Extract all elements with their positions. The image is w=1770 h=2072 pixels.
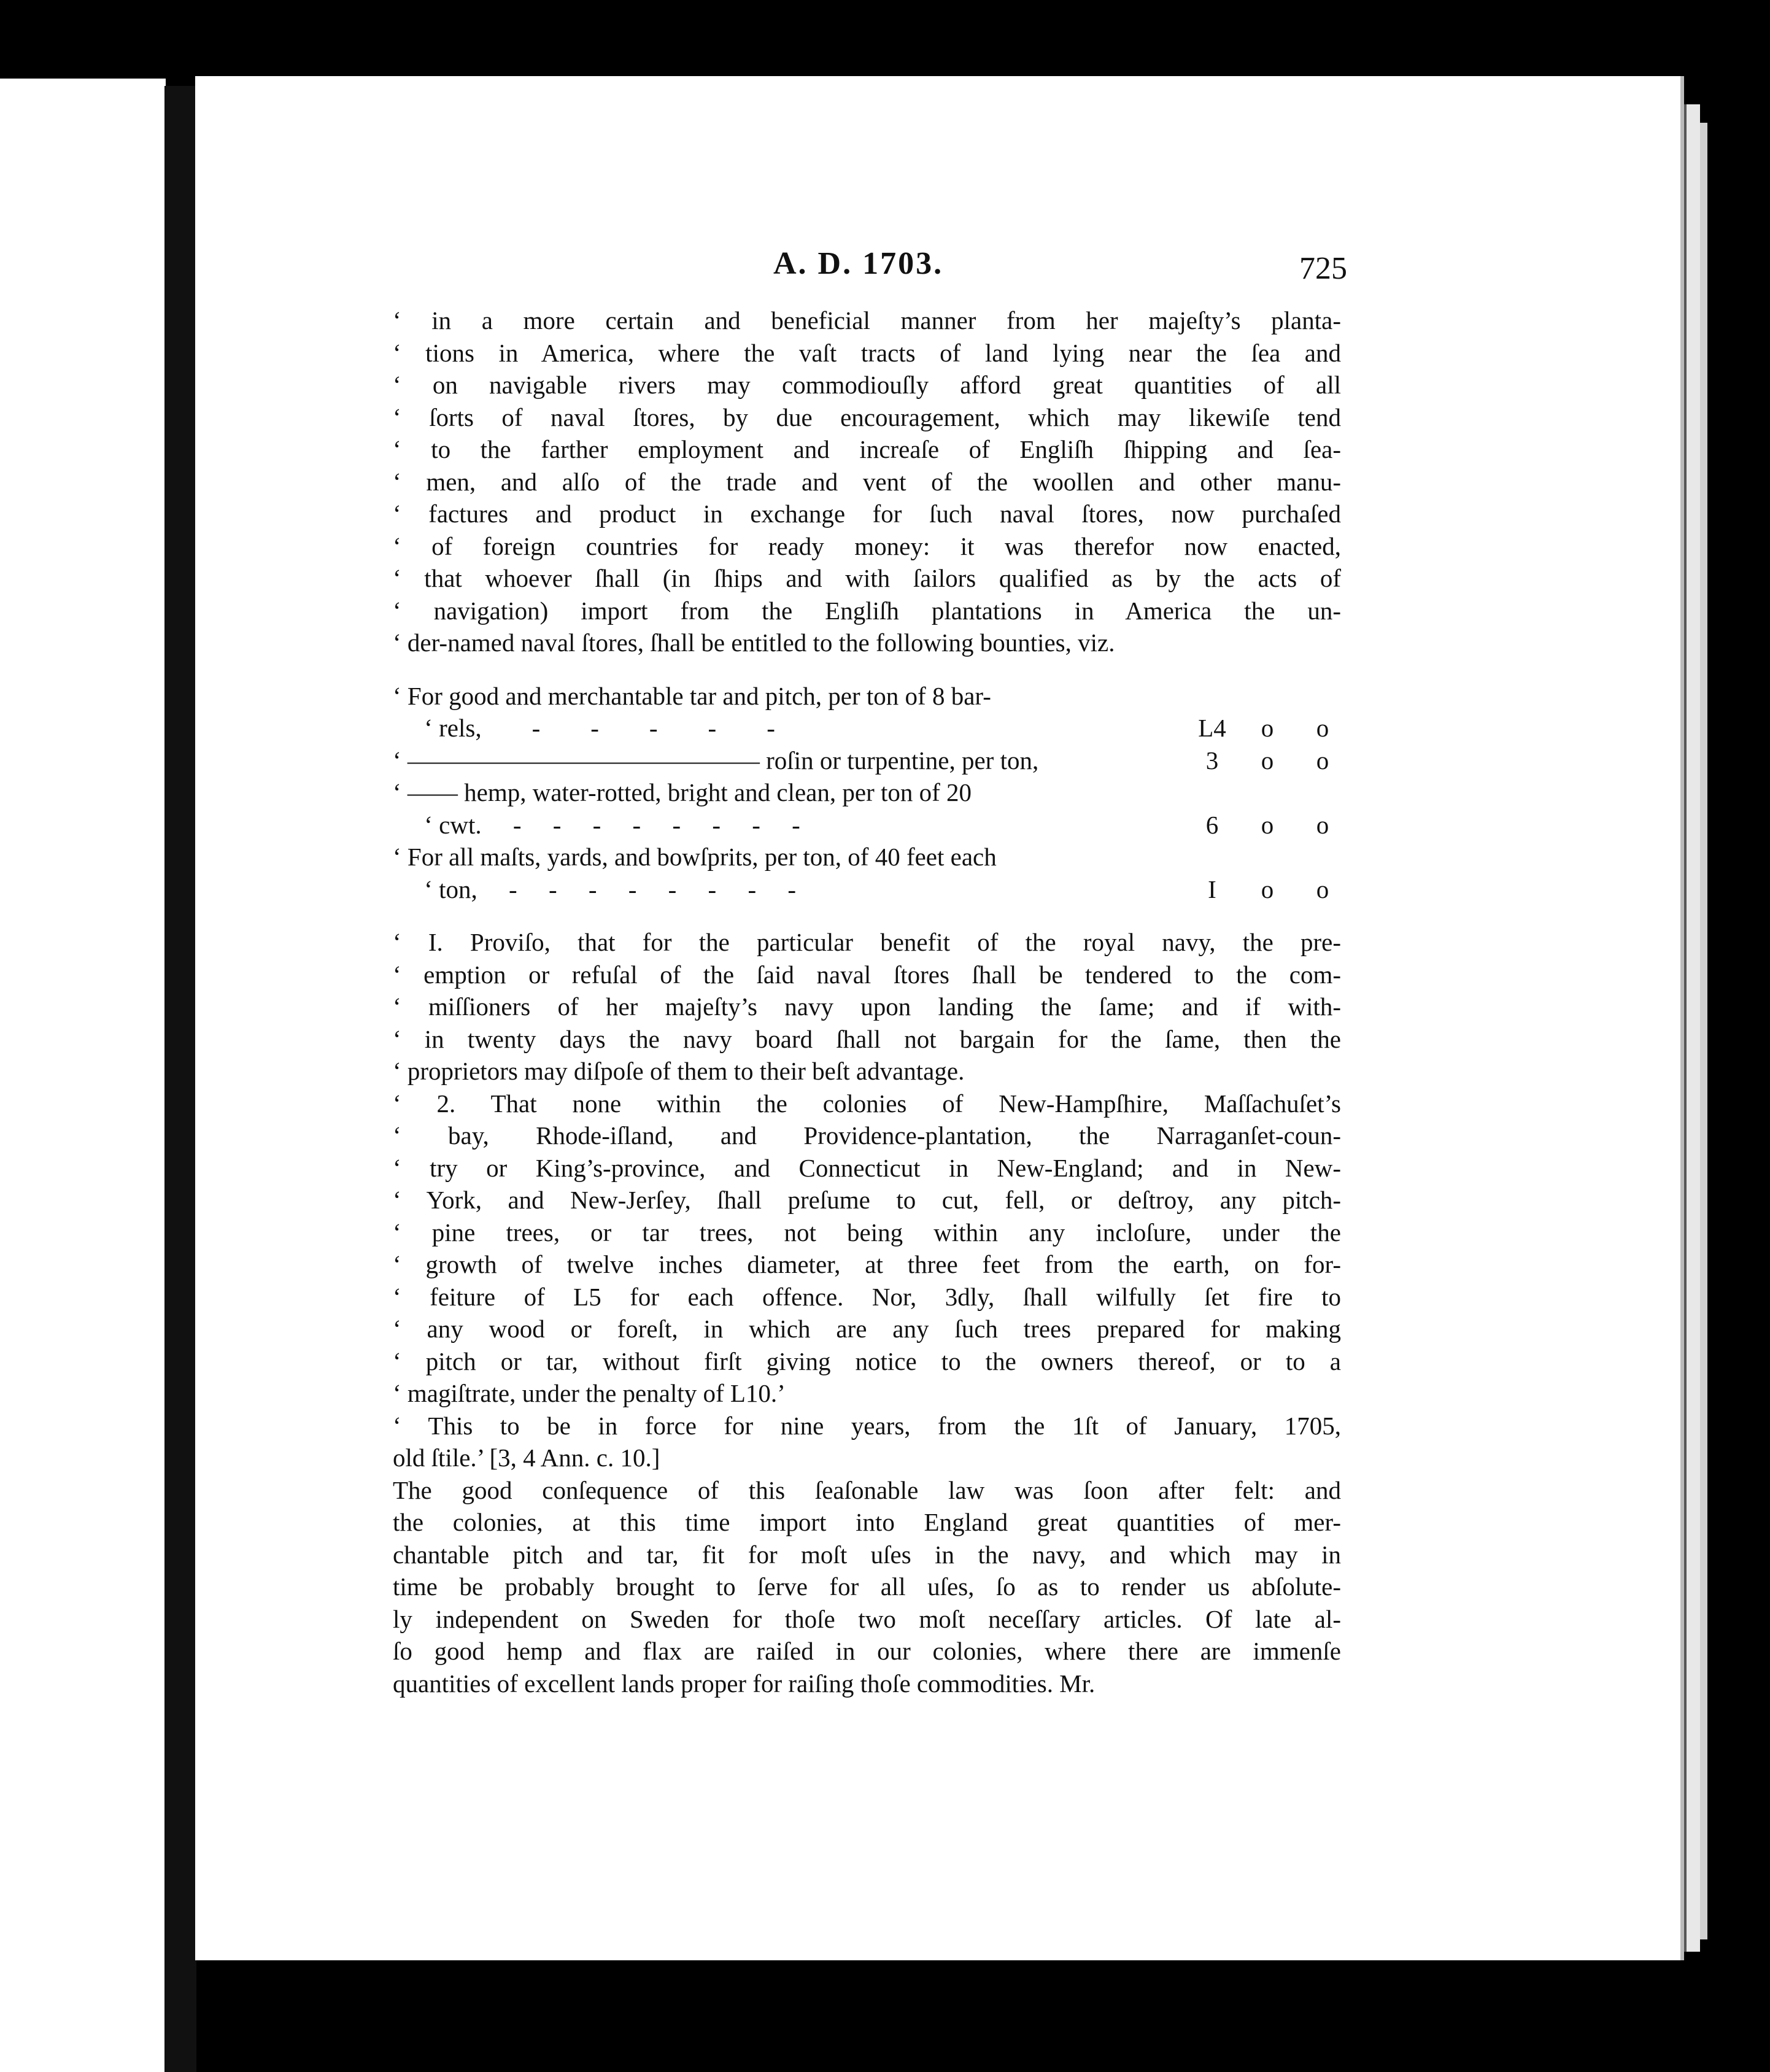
bounty-amount (1186, 680, 1341, 713)
amount-cell: o (1261, 810, 1274, 839)
amount-cell: o (1261, 714, 1274, 742)
bounty-description: ‘ For all maſts, yards, and bowſprits, per ton, of 40 feet each (393, 843, 997, 871)
text-line: ‘ proprietors may diſpoſe of them to their beſt advantage. (393, 1057, 965, 1085)
amount-cell: 6 (1205, 810, 1219, 839)
amount-cell: o (1261, 875, 1274, 903)
text-line: ‘ navigation) import from the Engliſh plantations in America the un- (393, 596, 1341, 625)
amount-cell (1249, 841, 1286, 873)
bounty-row (393, 680, 1341, 713)
text-line: ſo good hemp and flax are raiſed in our colonies, where there are immenſe (393, 1637, 1341, 1665)
text-line: ‘ in a more certain and beneficial manner from her majeſty’s planta- (393, 306, 1341, 334)
bounty-description: ‘ ton, - - - - - - - - (393, 875, 797, 903)
amount-cell (1304, 680, 1341, 713)
bounty-row (393, 776, 1341, 809)
page-text (393, 245, 1347, 1699)
bounty-table (393, 680, 1341, 906)
bounty-amount (1186, 776, 1341, 809)
amount-cell: o (1316, 810, 1329, 839)
text-line: ‘ on navigable rivers may commodiouſly afford great quantities of all (393, 371, 1341, 399)
text-line: ‘ bay, Rhode-iſland, and Providence-plantation, the Narraganſet-coun- (393, 1121, 1341, 1150)
amount-cell (1194, 776, 1231, 809)
text-line: ‘ 2. That none within the colonies of New-Hampſhire, Maſſachuſet’s (393, 1089, 1341, 1118)
bounty-row (393, 712, 1341, 744)
bounty-description: ‘ —— hemp, water-rotted, bright and clean, per ton of 20 (393, 778, 972, 806)
text-line: ‘ feiture of L5 for each offence. Nor, 3dly, ſhall wilfully ſet fire to (393, 1282, 1341, 1311)
text-line: ‘ pitch or tar, without firſt giving notice to the owners thereof, or to a (393, 1347, 1341, 1375)
bounty-row (393, 873, 1341, 906)
bounty-amount (1186, 744, 1341, 777)
text-line: ‘ to the farther employment and increaſe of Engliſh ſhipping and ſea- (393, 435, 1341, 463)
text-line: ‘ men, and alſo of the trade and vent of the woollen and other manu- (393, 467, 1341, 496)
page-number: 725 (1299, 251, 1347, 286)
bounty-amount (1186, 873, 1341, 906)
text-line: ‘ that whoever ſhall (in ſhips and with ſailors qualified as by the acts of (393, 564, 1341, 592)
text-line: ‘ der-named naval ſtores, ſhall be entitled to the following bounties, viz. (393, 628, 1115, 657)
amount-cell (1304, 841, 1341, 873)
left-page (0, 79, 166, 2072)
amount-cell (1194, 841, 1231, 873)
text-line: ‘ magiſtrate, under the penalty of L10.’ (393, 1379, 786, 1407)
text-line: time be probably brought to ſerve for all uſes, ſo as to render us abſolute- (393, 1572, 1341, 1601)
running-title: A. D. 1703. (773, 246, 944, 281)
text-line: chantable pitch and tar, fit for moſt uſes in the navy, and which may in (393, 1540, 1341, 1569)
running-header (393, 245, 1347, 304)
text-line: ‘ try or King’s-province, and Connecticut in New-England; and in New- (393, 1153, 1341, 1182)
amount-cell: o (1316, 714, 1329, 742)
text-line: ‘ emption or refuſal of the ſaid naval ſtores ſhall be tendered to the com- (393, 960, 1341, 989)
amount-cell: L4 (1198, 714, 1226, 742)
text-line: ‘ tions in America, where the vaſt tracts of land lying near the ſea and (393, 338, 1341, 367)
page-edge (1684, 104, 1700, 1952)
page-edge-inner (1700, 123, 1707, 1939)
text-line: quantities of excellent lands proper for raiſing thoſe commodities. Mr. (393, 1669, 1096, 1698)
text-line: ‘ any wood or foreſt, in which are any ſuch trees prepared for making (393, 1315, 1341, 1343)
amount-cell (1304, 776, 1341, 809)
text-line: ‘ I. Proviſo, that for the particular benefit of the royal navy, the pre- (393, 928, 1341, 956)
amount-cell: o (1261, 746, 1274, 775)
bounty-amount (1186, 712, 1341, 744)
bounty-description: ‘ For good and merchantable tar and pitch, per ton of 8 bar- (393, 681, 991, 710)
text-line: ‘ pine trees, or tar trees, not being within any incloſure, under the (393, 1218, 1341, 1247)
bounty-amount (1186, 809, 1341, 841)
text-line: the colonies, at this time import into England great quantities of mer- (393, 1508, 1341, 1536)
amount-cell (1194, 680, 1231, 713)
text-line: ‘ of foreign countries for ready money: it was therefor now enacted, (393, 532, 1341, 560)
amount-cell: o (1316, 746, 1329, 775)
text-line: old ſtile.’ [3, 4 Ann. c. 10.] (393, 1444, 660, 1472)
text-line: ‘ miſſioners of her majeſty’s navy upon landing the ſame; and if with- (393, 992, 1341, 1021)
text-line: ly independent on Sweden for thoſe two moſt neceſſary articles. Of late al- (393, 1604, 1341, 1633)
bounty-description: ‘ —————————————— roſin or turpentine, per ton, (393, 746, 1039, 775)
text-line: The good conſequence of this ſeaſonable law was ſoon after felt: and (393, 1475, 1341, 1504)
amount-cell: I (1208, 875, 1216, 903)
amount-cell: o (1316, 875, 1329, 903)
paragraph-intro (393, 304, 1341, 659)
text-line: ‘ in twenty days the navy board ſhall not bargain for the ſame, then the (393, 1024, 1341, 1053)
bounty-row (393, 841, 1341, 873)
bounty-description: ‘ cwt. - - - - - - - - (393, 810, 800, 839)
bounty-row (393, 744, 1341, 777)
paragraph-provisos (393, 926, 1341, 1699)
amount-cell: 3 (1205, 746, 1219, 775)
amount-cell (1249, 680, 1286, 713)
amount-cell (1249, 776, 1286, 809)
text-line: ‘ This to be in force for nine years, from the 1ſt of January, 1705, (393, 1411, 1341, 1440)
bounty-row (393, 809, 1341, 841)
bounty-amount (1186, 841, 1341, 873)
text-line: ‘ factures and product in exchange for ſuch naval ſtores, now purchaſed (393, 500, 1341, 528)
book-gutter (164, 86, 196, 2072)
text-line: ‘ ſorts of naval ſtores, by due encouragement, which may likewiſe tend (393, 403, 1341, 431)
bounty-description: ‘ rels, - - - - - (393, 714, 775, 742)
text-line: ‘ growth of twelve inches diameter, at three feet from the earth, on for- (393, 1250, 1341, 1278)
text-line: ‘ York, and New-Jerſey, ſhall preſume to cut, fell, or deſtroy, any pitch- (393, 1186, 1341, 1214)
